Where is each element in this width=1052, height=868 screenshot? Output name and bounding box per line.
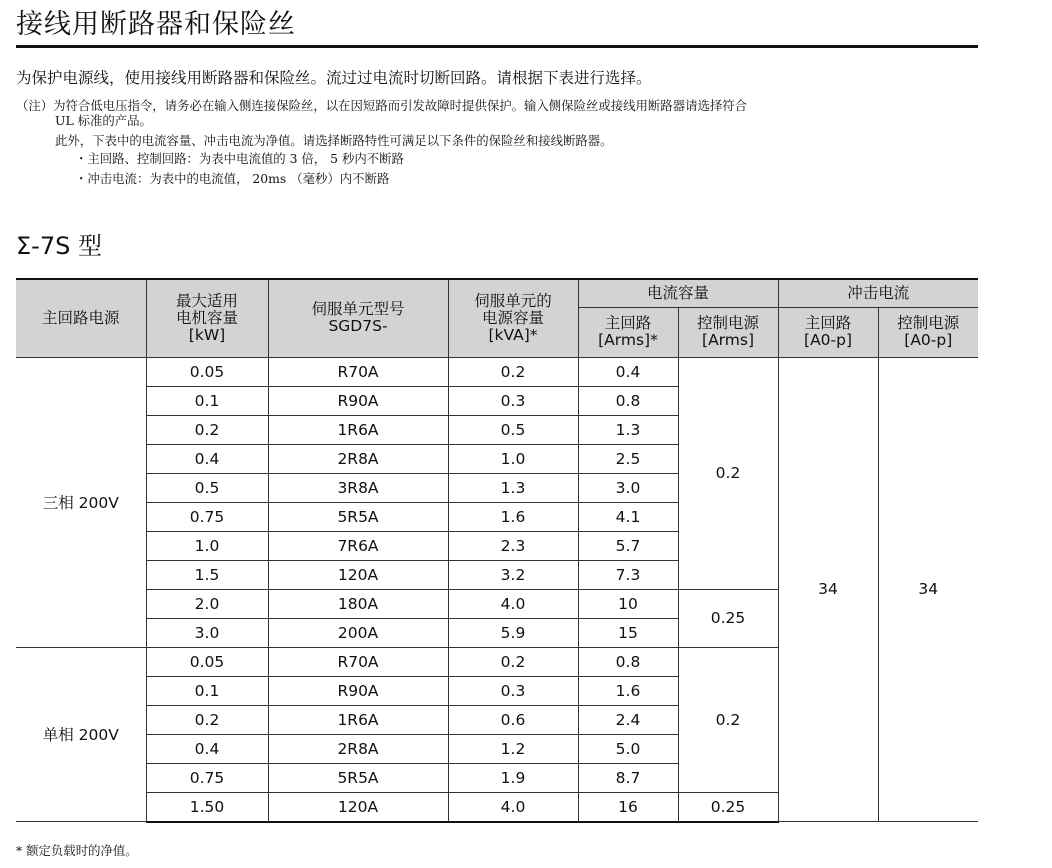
cell-control-current: 0.25 — [678, 792, 778, 822]
header-cc-main: 主回路 [Arms]* — [578, 307, 678, 357]
cell-model: 120A — [268, 792, 448, 822]
cell-motor: 0.05 — [146, 357, 268, 386]
header-ic-control: 控制电源 [A0-p] — [878, 307, 978, 357]
cell-main-current: 3.0 — [578, 473, 678, 502]
cell-main-current: 4.1 — [578, 502, 678, 531]
cell-main-current: 8.7 — [578, 763, 678, 792]
section-title: Σ-7S 型 — [16, 232, 102, 260]
cell-motor: 2.0 — [146, 589, 268, 618]
cell-motor: 1.5 — [146, 560, 268, 589]
cell-kva: 3.2 — [448, 560, 578, 589]
cell-main-current: 2.5 — [578, 444, 678, 473]
table-row — [16, 357, 978, 386]
cell-kva: 5.9 — [448, 618, 578, 647]
cell-motor: 0.05 — [146, 647, 268, 676]
cell-control-current: 0.2 — [678, 647, 778, 792]
header-motor-capacity: 最大适用 电机容量 [kW] — [146, 279, 268, 357]
cell-main-current: 10 — [578, 589, 678, 618]
cell-kva: 1.2 — [448, 734, 578, 763]
cell-control-current: 0.2 — [678, 357, 778, 589]
cell-main-current: 5.7 — [578, 531, 678, 560]
cell-model: 3R8A — [268, 473, 448, 502]
cell-motor: 3.0 — [146, 618, 268, 647]
cell-main-current: 2.4 — [578, 705, 678, 734]
cell-model: R70A — [268, 647, 448, 676]
cell-kva: 2.3 — [448, 531, 578, 560]
cell-model: 1R6A — [268, 705, 448, 734]
cell-kva: 0.5 — [448, 415, 578, 444]
cell-motor: 0.5 — [146, 473, 268, 502]
cell-motor: 0.4 — [146, 444, 268, 473]
cell-kva: 1.9 — [448, 763, 578, 792]
cell-main-current: 1.3 — [578, 415, 678, 444]
cell-main-current: 1.6 — [578, 676, 678, 705]
cell-model: 7R6A — [268, 531, 448, 560]
header-ic-main: 主回路 [A0-p] — [778, 307, 878, 357]
cell-model: 2R8A — [268, 734, 448, 763]
cell-main-current: 15 — [578, 618, 678, 647]
cell-kva: 4.0 — [448, 792, 578, 822]
note-line-1: （注）为符合低电压指令，请务必在输入侧连接保险丝，以在因短路而引发故障时提供保护。输入侧保险丝或接线用断路器请选择符合 — [16, 98, 748, 113]
cell-main-current: 16 — [578, 792, 678, 822]
cell-motor: 0.1 — [146, 676, 268, 705]
cell-model: 2R8A — [268, 444, 448, 473]
cell-motor: 0.75 — [146, 763, 268, 792]
intro-text: 为保护电源线，使用接线用断路器和保险丝。流过过电流时切断回路。请根据下表进行选择。 — [16, 69, 652, 87]
header-model: 伺服单元型号 SGD7S- — [268, 279, 448, 357]
header-power-capacity: 伺服单元的 电源容量 [kVA]* — [448, 279, 578, 357]
cell-model: 5R5A — [268, 763, 448, 792]
cell-motor: 1.0 — [146, 531, 268, 560]
cell-kva: 4.0 — [448, 589, 578, 618]
cell-motor: 1.50 — [146, 792, 268, 822]
cell-kva: 1.6 — [448, 502, 578, 531]
cell-kva: 0.2 — [448, 357, 578, 386]
cell-main-current: 0.8 — [578, 647, 678, 676]
footnote: * 额定负载时的净值。 — [16, 843, 138, 858]
cell-kva: 0.6 — [448, 705, 578, 734]
cell-kva: 1.0 — [448, 444, 578, 473]
spec-table — [16, 278, 978, 823]
header-main-power: 主回路电源 — [16, 279, 146, 357]
note-bullet-1: ・主回路、控制回路：为表中电流值的 3 倍， 5 秒内不断路 — [75, 151, 404, 166]
title-rule — [16, 45, 978, 48]
cell-motor: 0.75 — [146, 502, 268, 531]
cell-model: 5R5A — [268, 502, 448, 531]
cell-motor: 0.4 — [146, 734, 268, 763]
cell-motor: 0.2 — [146, 415, 268, 444]
cell-model: 1R6A — [268, 415, 448, 444]
cell-kva: 1.3 — [448, 473, 578, 502]
header-inrush-current: 冲击电流 — [778, 279, 978, 307]
page-title: 接线用断路器和保险丝 — [16, 9, 296, 40]
cell-model: R90A — [268, 676, 448, 705]
cell-motor: 0.1 — [146, 386, 268, 415]
cell-control-current: 0.25 — [678, 589, 778, 647]
cell-model: 200A — [268, 618, 448, 647]
cell-main-current: 0.8 — [578, 386, 678, 415]
cell-kva: 0.3 — [448, 386, 578, 415]
cell-inrush-control: 34 — [878, 357, 978, 822]
group-label-three-phase: 三相 200V — [16, 357, 146, 647]
note-bullet-2: ・冲击电流：为表中的电流值， 20ms （毫秒）内不断路 — [75, 171, 390, 186]
cell-model: 180A — [268, 589, 448, 618]
note-line-3: 此外，下表中的电流容量、冲击电流为净值。请选择断路特性可满足以下条件的保险丝和接线断路器。 — [55, 133, 613, 148]
header-current-capacity: 电流容量 — [578, 279, 778, 307]
cell-kva: 0.3 — [448, 676, 578, 705]
cell-model: R70A — [268, 357, 448, 386]
cell-kva: 0.2 — [448, 647, 578, 676]
cell-main-current: 5.0 — [578, 734, 678, 763]
cell-model: R90A — [268, 386, 448, 415]
group-label-single-phase: 单相 200V — [16, 647, 146, 822]
cell-main-current: 0.4 — [578, 357, 678, 386]
cell-main-current: 7.3 — [578, 560, 678, 589]
cell-motor: 0.2 — [146, 705, 268, 734]
header-cc-control: 控制电源 [Arms] — [678, 307, 778, 357]
cell-inrush-main: 34 — [778, 357, 878, 822]
note-line-2: UL 标准的产品。 — [55, 113, 152, 128]
cell-model: 120A — [268, 560, 448, 589]
